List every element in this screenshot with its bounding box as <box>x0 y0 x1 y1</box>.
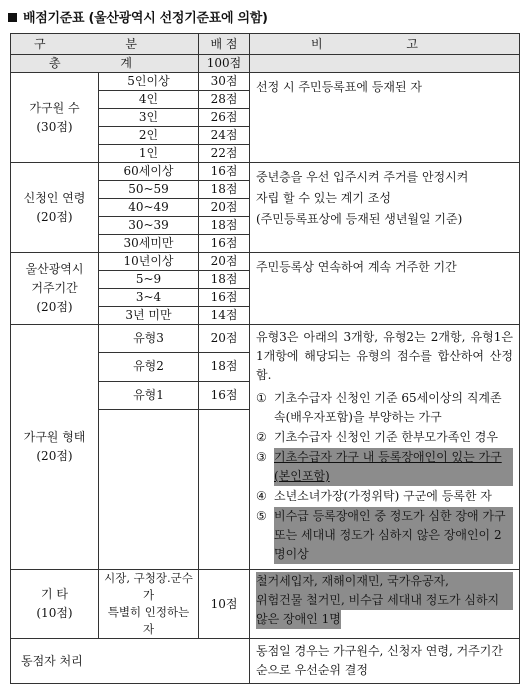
type-empty-cell <box>199 410 250 570</box>
household-score: 28점 <box>199 91 250 109</box>
household-score: 22점 <box>199 145 250 163</box>
tie-label: 동점자 처리 <box>11 639 250 684</box>
residence-label: 울산광역시 거주기간 (20점) <box>11 253 99 325</box>
other-row <box>11 570 520 639</box>
residence-item: 5~9 <box>99 271 199 289</box>
household-item: 5인이상 <box>99 73 199 91</box>
age-item: 40~49 <box>99 199 199 217</box>
residence-score: 18점 <box>199 271 250 289</box>
type-item: 유형2 <box>99 353 199 381</box>
other-score: 10점 <box>199 570 250 639</box>
residence-score: 20점 <box>199 253 250 271</box>
header-row <box>11 34 520 55</box>
type-score: 16점 <box>199 381 250 409</box>
type-score: 18점 <box>199 353 250 381</box>
type-empty-cell <box>99 410 199 570</box>
age-note: 중년층을 우선 입주시켜 주거를 안정시켜 자립 할 수 있는 계기 조성 (주민등록표상에 등재된 생년월일 기준) <box>250 163 520 253</box>
total-score: 100점 <box>199 55 250 73</box>
type-intro: 유형3은 아래의 3개항, 유형2는 2개항, 유형1은 1개항에 해당되는 유형의 점수를 합산하여 산정함. <box>256 330 513 382</box>
type-item: 유형3 <box>99 325 199 353</box>
residence-item: 3년 미만 <box>99 307 199 325</box>
residence-row <box>11 253 520 271</box>
highlighted-text: 비수급 등록장애인 중 정도가 심한 장애 가구 또는 세대내 정도가 심하지 않은 장애인이 2명이상 <box>274 507 513 564</box>
age-row <box>11 163 520 181</box>
household-note: 선정 시 주민등록표에 등재된 자 <box>250 73 520 163</box>
residence-item: 10년이상 <box>99 253 199 271</box>
score-table <box>10 33 520 684</box>
total-row <box>11 55 520 73</box>
highlighted-text: 기초수급자 가구 내 등록장애인이 있는 가구(본인포함) <box>274 448 513 486</box>
title-text: 배점기준표 (울산광역시 선정기준표에 의함) <box>23 11 268 26</box>
age-item: 50~59 <box>99 181 199 199</box>
square-bullet-icon <box>8 13 17 22</box>
type-list-item: ② 기초수급자 신청인 기준 한부모가족인 경우 <box>256 430 498 444</box>
age-score: 18점 <box>199 181 250 199</box>
type-list <box>256 389 513 564</box>
age-item: 60세이상 <box>99 163 199 181</box>
age-score: 18점 <box>199 217 250 235</box>
household-score: 30점 <box>199 73 250 91</box>
type-list-item: ③ 기초수급자 가구 내 등록장애인이 있는 가구(본인포함) <box>256 448 513 486</box>
type-item: 유형1 <box>99 381 199 409</box>
type-row <box>11 325 520 353</box>
total-label: 총 계 <box>11 55 199 73</box>
household-item: 1인 <box>99 145 199 163</box>
residence-score: 16점 <box>199 289 250 307</box>
age-score: 20점 <box>199 199 250 217</box>
residence-item: 3~4 <box>99 289 199 307</box>
header-score: 배 점 <box>199 34 250 55</box>
tie-row <box>11 639 520 684</box>
tie-note: 동점일 경우는 가구원수, 신청자 연령, 거주기간 순으로 우선순위 결정 <box>250 639 520 684</box>
household-item: 4인 <box>99 91 199 109</box>
household-item: 2인 <box>99 127 199 145</box>
household-score: 24점 <box>199 127 250 145</box>
type-list-item: ④ 소년소녀가장(가정위탁) 구군에 등록한 자 <box>256 489 492 503</box>
page-title <box>8 7 268 26</box>
total-note <box>250 55 520 73</box>
household-row <box>11 73 520 91</box>
age-score: 16점 <box>199 163 250 181</box>
other-label: 기 타 (10점) <box>11 570 99 639</box>
residence-score: 14점 <box>199 307 250 325</box>
type-list-item: ⑤ 비수급 등록장애인 중 정도가 심한 장애 가구 또는 세대내 정도가 심하지 않은 장애인이 2명이상 <box>256 507 513 564</box>
highlighted-text: 철거세입자, 재해이재민, 국가유공자, <box>256 572 513 591</box>
type-list-item: ① 기초수급자 신청인 기준 65세이상의 직계존속(배우자포함)을 부양하는 가구 <box>256 391 502 424</box>
age-score: 16점 <box>199 235 250 253</box>
header-category: 구 분 <box>11 34 199 55</box>
other-item: 시장, 구청장.군수가 특별히 인정하는 자 <box>99 570 199 639</box>
age-item: 30~39 <box>99 217 199 235</box>
type-score: 20점 <box>199 325 250 353</box>
highlighted-text: 위험건물 철거민, 비수급 세대내 정도가 심하지 <box>256 591 513 610</box>
residence-note: 주민등록상 연속하여 계속 거주한 기간 <box>250 253 520 325</box>
age-label: 신청인 연령 (20점) <box>11 163 99 253</box>
header-note: 비 고 <box>250 34 520 55</box>
highlighted-text: 않은 장애인 1명 <box>256 610 341 629</box>
age-item: 30세미만 <box>99 235 199 253</box>
other-note <box>250 570 520 639</box>
household-label: 가구원 수 (30점) <box>11 73 99 163</box>
household-item: 3인 <box>99 109 199 127</box>
household-score: 26점 <box>199 109 250 127</box>
type-note <box>250 325 520 570</box>
type-label: 가구원 형태 (20점) <box>11 325 99 570</box>
